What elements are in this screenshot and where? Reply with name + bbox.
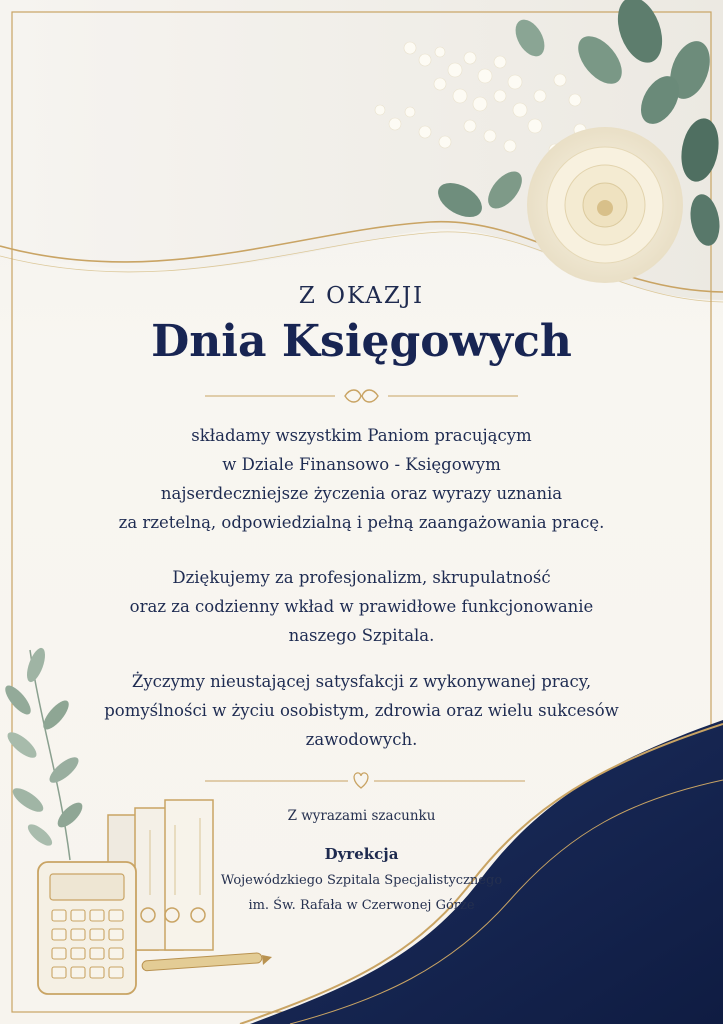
signature-organization-line-1: Wojewódzkiego Szpitala Specjalistycznego [220,873,503,888]
paragraph-line: w Dziale Finansowo - Księgowym [222,455,501,474]
paragraph-line: Dziękujemy za profesjonalizm, skrupulatność [172,568,551,587]
navy-wave [250,720,723,1024]
signature-name: Dyrekcja [324,845,399,863]
paragraph-line: pomyślności w życiu osobistym, zdrowia oraz wielu sukcesów [104,701,619,720]
paragraph-line: naszego Szpitala. [288,626,435,645]
signature-divider [205,773,525,788]
paragraph-line: oraz za codzienny wkład w prawidłowe funkcjonowanie [129,597,594,616]
occasion-label: Z OKAZJI [298,283,425,309]
ornament-icon [345,390,378,402]
greeting-paragraph-2 [0,563,723,650]
closing-phrase: Z wyrazami szacunku [287,808,436,824]
title-divider [205,390,518,402]
page-title: Dnia Księgowych [151,316,572,367]
paragraph-line: zawodowych. [305,730,418,749]
signature-organization-line-2: im. Św. Rafała w Czerwonej Górze [248,898,475,913]
paragraph-line: najserdeczniejsze życzenia oraz wyrazy uznania [160,484,563,503]
greeting-paragraph-1 [0,421,723,537]
greeting-paragraph-3 [0,667,723,754]
pen-icon [142,953,272,971]
heart-icon [354,773,368,788]
paragraph-line: składamy wszystkim Paniom pracującym [191,426,532,445]
paragraph-line: za rzetelną, odpowiedzialną i pełną zaangażowania pracę. [118,513,605,532]
paragraph-line: Życzymy nieustającej satysfakcji z wykonywanej pracy, [131,672,592,691]
